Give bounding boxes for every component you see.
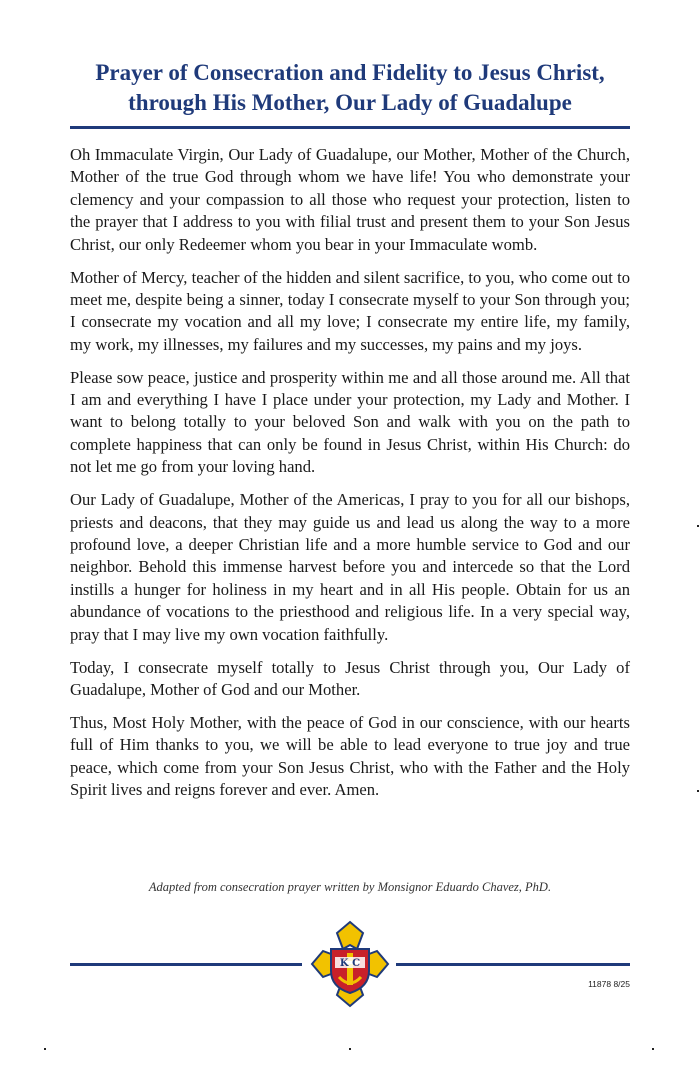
footer-divider-right [396, 963, 630, 966]
title-line-2: through His Mother, Our Lady of Guadalupe [128, 90, 572, 115]
paragraph: Thus, Most Holy Mother, with the peace of God in our conscience, with our hearts full of Him thanks to you, we will be able to lead everyone to true joy and true peace, which come from your Son Jesus Christ, who with the Father and the Holy Spirit lives and reigns forever and ever. Amen. [70, 712, 630, 800]
attribution-credit: Adapted from consecration prayer written by Monsignor Eduardo Chavez, PhD. [148, 880, 552, 894]
title-line-1: Prayer of Consecration and Fidelity to Jesus Christ, [95, 60, 605, 85]
prayer-body [70, 144, 630, 812]
title-divider [70, 126, 630, 129]
crop-mark [652, 1048, 654, 1050]
page-title [60, 58, 640, 118]
crop-mark [697, 790, 699, 792]
paragraph: Today, I consecrate myself totally to Jesus Christ through you, Our Lady of Guadalupe, Mother of God and our Mother. [70, 657, 630, 699]
emblem-letters: K C [339, 958, 361, 969]
footer-divider-left [70, 963, 302, 966]
knights-of-columbus-emblem-icon [309, 919, 391, 1009]
paragraph: Our Lady of Guadalupe, Mother of the Americas, I pray to you for all our bishops, priests and deacons, that they may guide us and lead us along the way to a more profound love, a deeper Christian life and a more humble service to God and our neighbor. Behold this immense harvest before you and intercede so that the Lord instills a hunger for holiness in my heart and in all His people. Obtain for us an abundance of vocations to the priesthood and religious life. In a very special way, pray that I may live my own vocation faithfully. [70, 490, 630, 644]
paragraph: Mother of Mercy, teacher of the hidden and silent sacrifice, to you, who come out to meet me, despite being a sinner, today I consecrate myself to your Son through you; I consecrate my vocation and all my love; I consecrate my entire life, my family, my work, my illnesses, my failures and my successes, my pains and my joys. [70, 267, 630, 354]
crop-mark [349, 1048, 351, 1050]
paragraph: Please sow peace, justice and prosperity within me and all those around me. All that I am and everything I have I place under your protection, my Lady and Mother. I want to belong totally to your beloved Son and walk with you on the path to complete happiness that can only be found in Jesus Christ, within His Church: do not let me go from your loving hand. [70, 367, 630, 477]
crop-mark [697, 525, 699, 527]
paragraph: Oh Immaculate Virgin, Our Lady of Guadalupe, our Mother, Mother of the Church, Mother of the true God through whom we have life! You who demonstrate your clemency and your compassion to all those who request your protection, listen to the prayer that I address to you with filial trust and present them to your Son Jesus Christ, our only Redeemer whom you bear in your Immaculate womb. [70, 145, 630, 254]
crop-mark [44, 1048, 46, 1050]
form-code: 11878 8/25 [588, 979, 630, 989]
